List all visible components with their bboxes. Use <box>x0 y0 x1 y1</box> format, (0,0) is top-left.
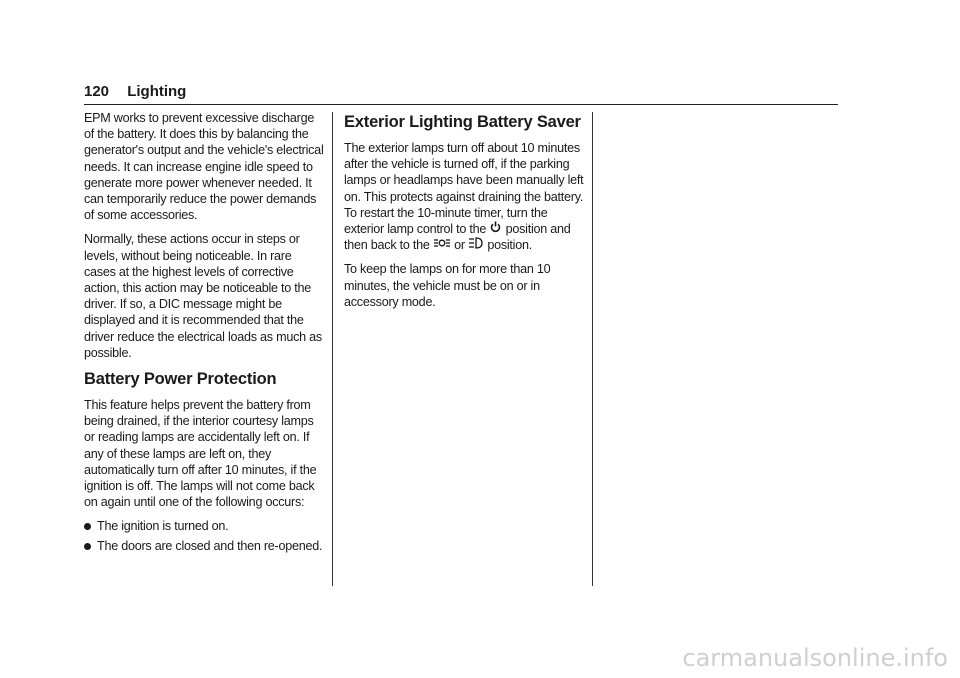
list-item-text: The ignition is turned on. <box>97 519 229 534</box>
page-header <box>84 82 838 105</box>
power-symbol-icon <box>490 221 501 237</box>
middle-column <box>344 112 584 318</box>
page-number: 120 <box>84 83 110 100</box>
epm-levels-paragraph: Normally, these actions occur in steps or levels, without being noticeable. In rare cases at the highest levels of corrective action, this action may be noticeable to the driver. If so, a DIC message might be displayed and it is recommended that the driver reduce the electrical loads as much as possible. <box>84 232 322 360</box>
list-item <box>84 538 324 554</box>
headlamp-icon <box>469 237 483 253</box>
battery-saver-text: or <box>454 238 465 253</box>
battery-saver-paragraph <box>344 140 584 253</box>
battery-saver-text: The exterior lamps turn off about 10 minutes after the vehicle is turned off, if the parking lamps or headlamps have been manually left on. This protects against draining the battery. To restart the 10-minute timer, turn the exterior lamp control to the <box>344 141 584 237</box>
battery-saver-text: position. <box>487 238 532 253</box>
section-title: Lighting <box>127 83 187 100</box>
bullet-icon <box>84 543 91 550</box>
column-divider-left <box>332 112 333 586</box>
conditions-list <box>84 518 324 553</box>
list-item <box>84 518 324 534</box>
column-divider-right <box>592 112 593 586</box>
left-column <box>84 110 324 557</box>
list-item-text: The doors are closed and then re-opened. <box>97 538 323 553</box>
bullet-icon <box>84 523 91 530</box>
exterior-lighting-battery-saver-heading: Exterior Lighting Battery Saver <box>344 113 581 131</box>
watermark: carmanualsonline.info <box>682 644 948 672</box>
battery-saver-text: position and then back to the <box>344 222 571 253</box>
battery-protection-paragraph: This feature helps prevent the battery from being drained, if the interior courtesy lamps or reading lamps are accidentally left on. If any of these lamps are left on, they automatically turn off after 10 minutes, if the ignition is off. The lamps will not come back on again until one of the following occurs: <box>84 398 317 510</box>
parking-lamp-icon <box>434 237 450 253</box>
epm-paragraph: EPM works to prevent excessive discharge of the battery. It does this by balancing the generator's output and the vehicle's electrical needs. It can increase engine idle speed to generate more power whenever needed. It can temporarily reduce the power demands of some accessories. <box>84 111 324 223</box>
keep-lamps-on-paragraph: To keep the lamps on for more than 10 minutes, the vehicle must be on or in accessory mode. <box>344 262 551 309</box>
battery-power-protection-heading: Battery Power Protection <box>84 370 277 389</box>
